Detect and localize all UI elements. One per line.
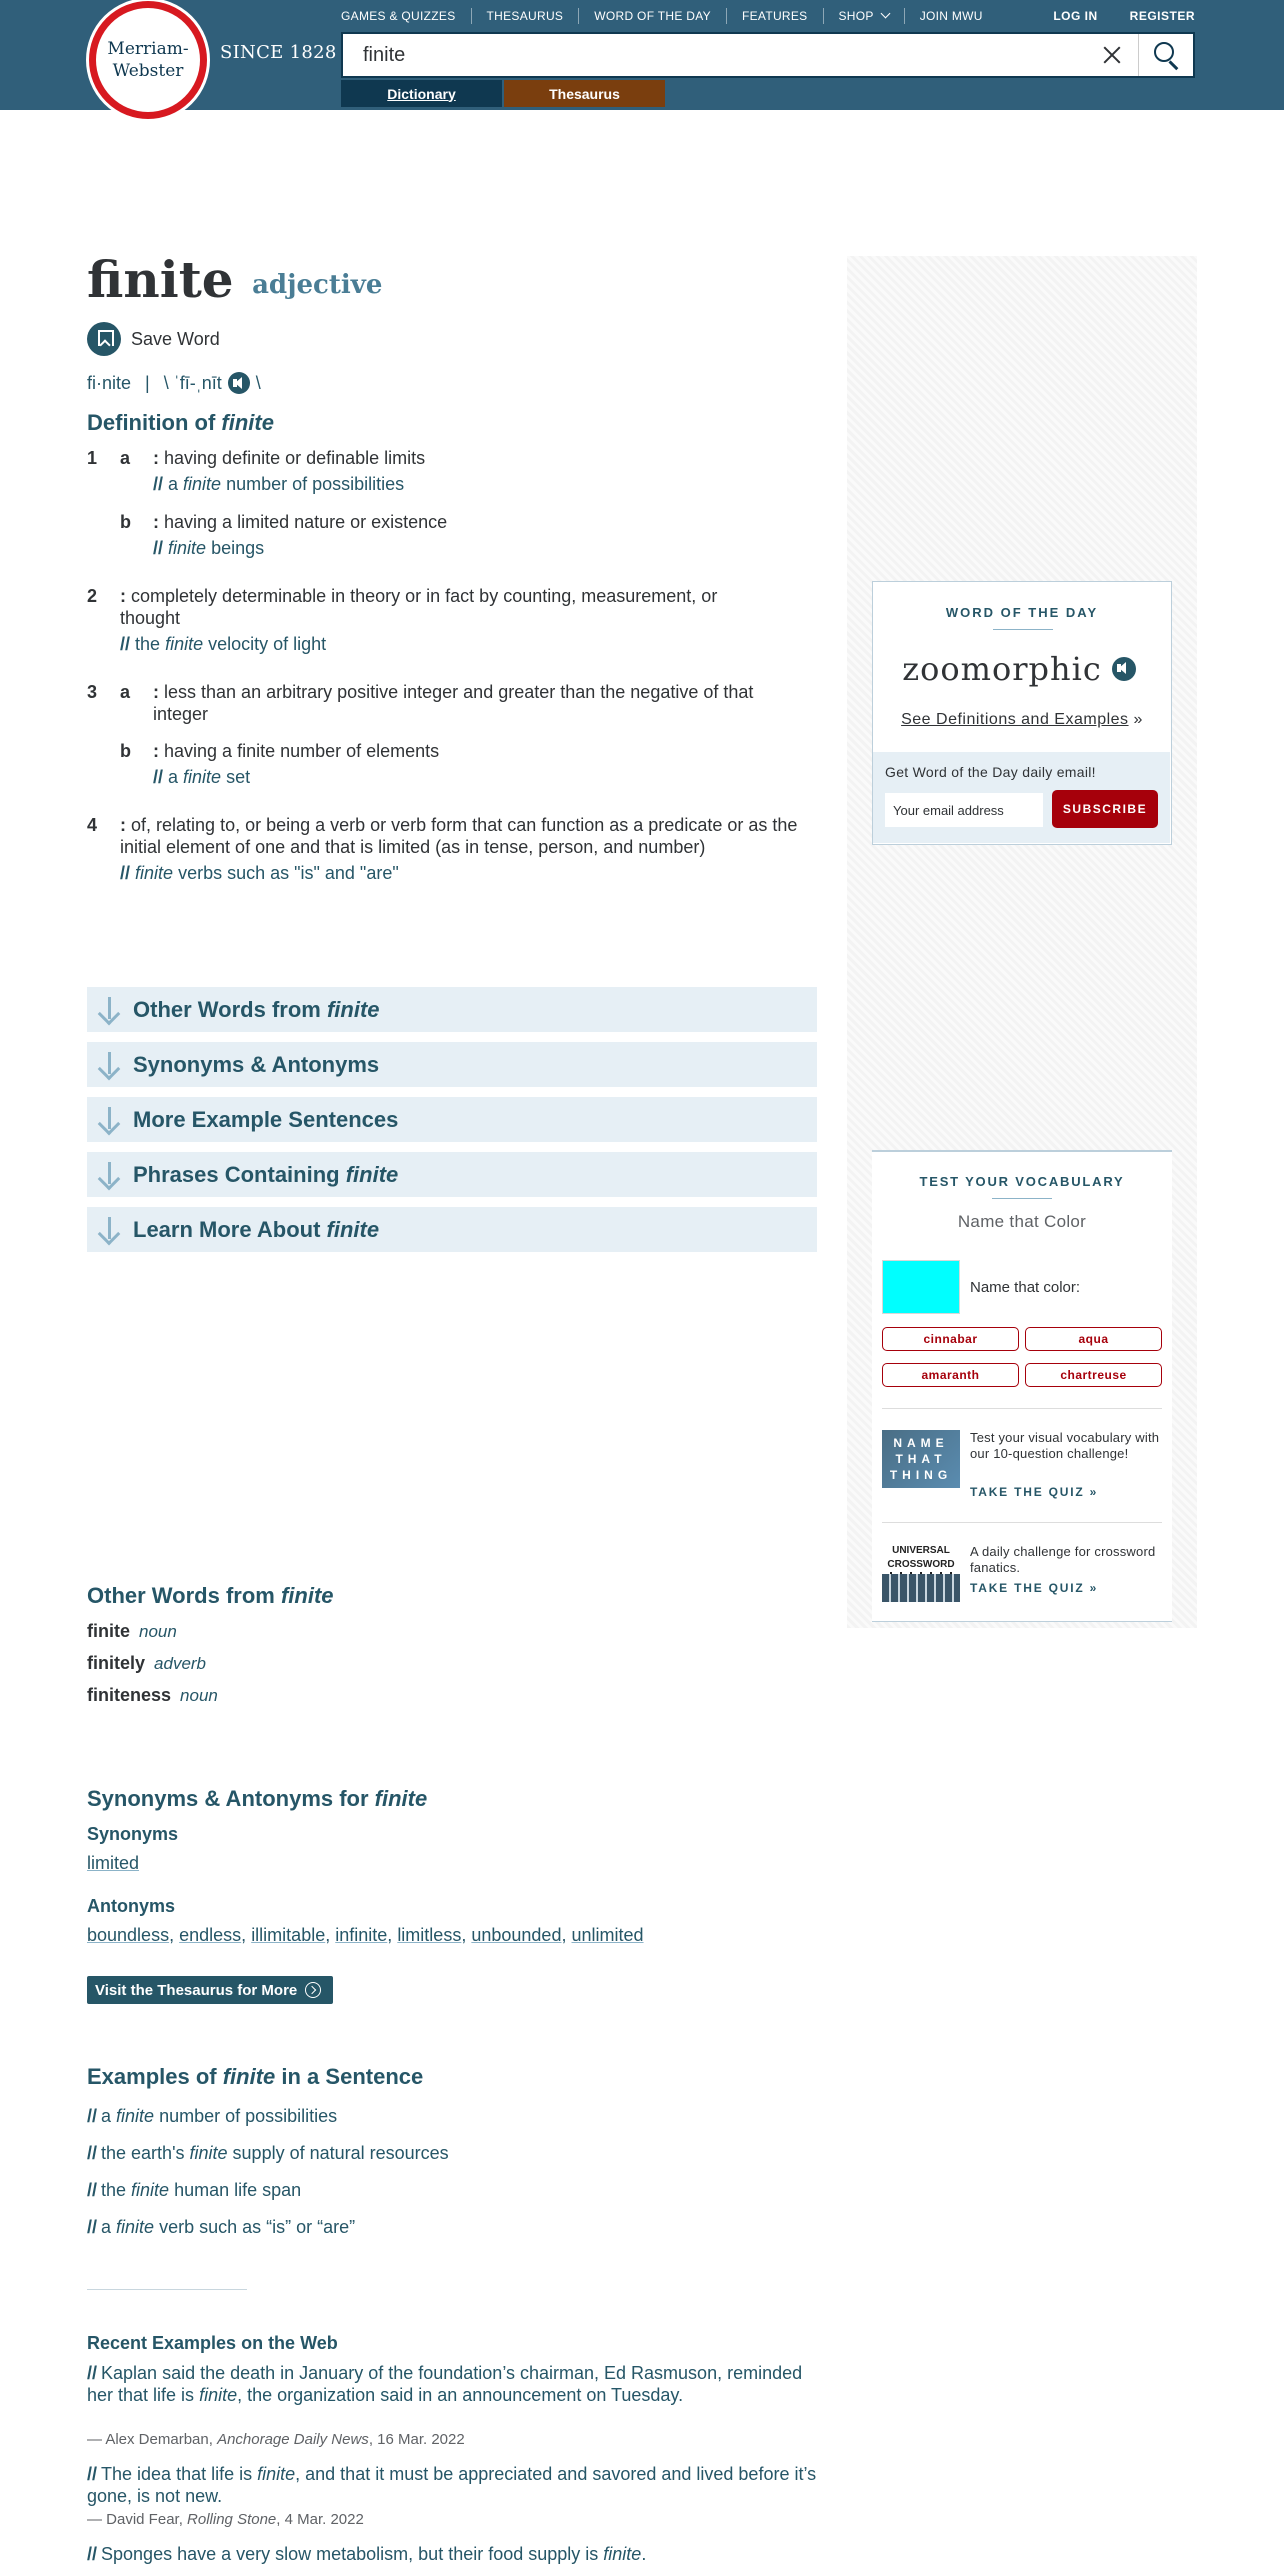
other-word-pos[interactable]: noun <box>139 1622 177 1641</box>
antonym-link[interactable]: limitless <box>397 1925 462 1945</box>
sense-colon: : <box>153 682 159 702</box>
sense-body <box>153 511 817 559</box>
example-text-a: a <box>101 2217 117 2237</box>
example-slash: // <box>153 767 164 787</box>
sense-4 <box>87 814 817 884</box>
example-slash: // <box>87 2180 98 2200</box>
example-text-b: , the organization said in an announcement on Tuesday. <box>237 2385 684 2405</box>
example-word: finite <box>131 2180 170 2200</box>
quiz-divider <box>882 1408 1162 1409</box>
nav-shop[interactable] <box>823 8 904 24</box>
sense-letter: a <box>120 448 131 468</box>
logo-line-2: Webster <box>112 61 184 81</box>
sense-body <box>153 447 817 495</box>
crossword-image[interactable] <box>882 1544 960 1602</box>
other-word-pos[interactable]: adverb <box>154 1654 207 1673</box>
title-prefix: Examples of <box>87 2064 223 2089</box>
sense-text: less than an arbitrary positive integer and greater than the negative of that integer <box>153 682 754 724</box>
raquo: » <box>1133 711 1143 728</box>
crossword-title <box>882 1544 960 1574</box>
example-text-b: number of possibilities <box>221 474 405 494</box>
wod-link-row <box>873 711 1171 729</box>
sense-example <box>153 473 817 495</box>
def-title-word: finite <box>221 410 274 435</box>
accordion-label: More Example Sentences <box>133 1106 399 1132</box>
speaker-icon[interactable] <box>228 372 250 394</box>
example-word: finite <box>603 2544 642 2564</box>
wod-word[interactable]: zoomorphic <box>902 650 1102 688</box>
other-words-title <box>87 1583 334 1609</box>
example-word: finite <box>116 2217 155 2237</box>
citation-author: — Alex Demarban, <box>87 2431 218 2448</box>
sense-text: having a limited nature or existence <box>164 512 448 532</box>
accordion-word: finite <box>345 1161 399 1187</box>
definition-title <box>87 410 817 436</box>
recent-example <box>87 2543 817 2565</box>
sense-3a <box>87 681 817 725</box>
example-text-b: . <box>641 2544 647 2564</box>
sense-3b <box>87 740 817 788</box>
sense-number: 1 <box>87 448 98 468</box>
double-chevron-icon: » <box>1089 1581 1099 1595</box>
example-text-b: set <box>221 767 251 787</box>
title-prefix: Synonyms & Antonyms for <box>87 1786 375 1811</box>
comma: , <box>241 1925 247 1945</box>
example-word: finite <box>183 474 222 494</box>
synonyms-title <box>87 1786 427 1812</box>
quiz-divider <box>992 1198 1052 1199</box>
since-1828: SINCE 1828 <box>220 42 337 63</box>
example-slash: // <box>87 2143 98 2163</box>
example-text-b: velocity of light <box>203 634 327 654</box>
sense-body <box>120 814 800 884</box>
example-text-a: a <box>168 474 184 494</box>
sense-letter: b <box>120 512 131 532</box>
entry-main <box>87 250 817 436</box>
sense-text: having a finite number of elements <box>164 741 440 761</box>
name-that-thing-image[interactable]: NAME THAT THING <box>882 1430 960 1488</box>
example-text-b: human life span <box>169 2180 302 2200</box>
antonym-link[interactable]: boundless <box>87 1925 170 1945</box>
nav-games-quizzes[interactable]: GAMES & QUIZZES <box>341 9 456 23</box>
pron-separator: | <box>145 372 150 393</box>
citation-author: — David Fear, <box>87 2511 188 2528</box>
example-word: finite <box>116 2106 155 2126</box>
arrow-down-icon <box>99 997 119 1023</box>
accordion-phrases[interactable] <box>87 1152 817 1197</box>
example-text-b: number of possibilities <box>154 2106 338 2126</box>
antonym-link[interactable]: unbounded <box>471 1925 562 1945</box>
syllables: fi·nite <box>87 372 132 393</box>
antonyms-label: Antonyms <box>87 1896 176 1916</box>
quiz-option-button[interactable]: chartreuse <box>1025 1363 1162 1387</box>
accordion-other-words[interactable] <box>87 987 817 1032</box>
headword: finite <box>87 250 234 309</box>
entry-header <box>87 250 817 310</box>
search-bar <box>341 32 1195 78</box>
subscribe-button[interactable]: SUBSCRIBE <box>1052 790 1158 828</box>
divider <box>87 2289 247 2290</box>
arrow-down-icon <box>99 1052 119 1078</box>
title-word: finite <box>280 1583 334 1608</box>
recent-examples-title: Recent Examples on the Web <box>87 2333 338 2353</box>
login-link[interactable]: LOG IN <box>1053 9 1098 23</box>
quiz-option-button[interactable]: amaranth <box>882 1363 1019 1387</box>
examples-title <box>87 2064 423 2090</box>
wod-label: WORD OF THE DAY <box>945 605 1099 620</box>
other-word: finiteness <box>87 1685 172 1705</box>
sense-example <box>120 862 800 884</box>
antonym-link[interactable]: unlimited <box>571 1925 644 1945</box>
sense-letter: a <box>120 682 131 702</box>
example-word: finite <box>168 538 207 558</box>
color-swatch <box>882 1260 960 1314</box>
antonym-link[interactable]: endless <box>179 1925 242 1945</box>
sense-colon: : <box>153 512 159 532</box>
quiz-prompt: Name that color: <box>970 1279 1081 1296</box>
accordion-word: finite <box>326 996 380 1022</box>
title-word: finite <box>222 2064 276 2089</box>
sense-number: 3 <box>87 682 98 702</box>
accordion-label: Synonyms & Antonyms <box>133 1051 380 1077</box>
tab-thesaurus[interactable]: Thesaurus <box>504 80 665 107</box>
email-field[interactable] <box>885 793 1043 827</box>
wod-word-row <box>873 650 1171 688</box>
close-icon[interactable] <box>1101 44 1123 66</box>
merriam-webster-logo[interactable] <box>86 0 210 122</box>
accordion-word: finite <box>326 1216 380 1242</box>
example-slash: // <box>87 2544 98 2564</box>
example-text-b: beings <box>206 538 265 558</box>
arrow-down-icon <box>99 1107 119 1133</box>
bookmark-icon <box>87 322 121 356</box>
accordion-label: Other Words from <box>133 996 321 1022</box>
nav-thesaurus[interactable]: THESAURUS <box>471 8 579 24</box>
search-button[interactable] <box>1138 34 1193 76</box>
comma: , <box>169 1925 175 1945</box>
example-sentence <box>87 2106 337 2127</box>
wod-divider <box>993 629 1053 630</box>
recent-example <box>87 2362 817 2406</box>
example-text-b: , and that it must be appreciated and savored and lived before it’s gone, is not new. <box>87 2464 817 2506</box>
take-quiz-label: TAKE THE QUIZ <box>970 1485 1085 1499</box>
example-slash: // <box>120 863 131 883</box>
example-sentence <box>87 2180 301 2201</box>
nav-shop-label: SHOP <box>838 9 874 23</box>
sense-1a <box>87 447 817 495</box>
example-slash: // <box>87 2363 98 2383</box>
speaker-icon[interactable] <box>1112 657 1136 681</box>
sense-text: having definite or definable limits <box>164 448 426 468</box>
example-slash: // <box>153 474 164 494</box>
quiz-option-button[interactable]: aqua <box>1025 1327 1162 1351</box>
search-icon-handle <box>1168 61 1178 71</box>
logo-inner <box>96 8 200 112</box>
def-title-prefix: Definition of <box>87 410 222 435</box>
take-quiz-label: TAKE THE QUIZ <box>970 1581 1085 1595</box>
example-text-a: the <box>101 2180 132 2200</box>
sense-colon: : <box>120 586 126 606</box>
site-header <box>0 0 1284 110</box>
accordion-synonyms[interactable] <box>87 1042 817 1087</box>
quiz-option-button[interactable]: cinnabar <box>882 1327 1019 1351</box>
citation-date: , 16 Mar. 2022 <box>368 2431 465 2448</box>
circle-arrow-icon <box>305 1982 321 1998</box>
accordion-examples[interactable] <box>87 1097 817 1142</box>
sense-number: 2 <box>87 586 98 606</box>
sense-example <box>120 633 780 655</box>
example-word: finite <box>165 634 204 654</box>
nav-join-mwu[interactable]: JOIN MWU <box>904 8 998 24</box>
nav-features[interactable]: FEATURES <box>726 8 823 24</box>
citation-date: , 4 Mar. 2022 <box>276 2511 364 2528</box>
part-of-speech[interactable]: adjective <box>252 270 383 300</box>
crossword-title-a: UNIVERSAL <box>882 1544 960 1558</box>
word-of-the-day-widget <box>872 581 1172 845</box>
other-word-row <box>87 1653 206 1674</box>
sense-2 <box>87 585 817 655</box>
sense-body <box>120 585 780 655</box>
sense-body <box>153 740 817 788</box>
example-slash: // <box>87 2106 98 2126</box>
accordion-label: Phrases Containing <box>133 1161 340 1187</box>
promo-text: A daily challenge for crossword fanatics. <box>970 1544 1156 1575</box>
synonym-link[interactable]: limited <box>87 1853 140 1873</box>
search-icon <box>1154 42 1174 62</box>
example-word: finite <box>135 863 174 883</box>
example-sentence <box>87 2143 449 2164</box>
quiz-divider <box>882 1522 1162 1523</box>
citation-publication: Anchorage Daily News <box>217 2431 369 2448</box>
other-word-pos[interactable]: noun <box>180 1686 218 1705</box>
double-chevron-icon: » <box>1089 1485 1099 1499</box>
wod-email-signup <box>873 752 1170 843</box>
pronunciation <box>87 372 817 394</box>
take-quiz-link[interactable] <box>970 1485 1098 1499</box>
nav-word-of-the-day[interactable]: WORD OF THE DAY <box>578 8 726 24</box>
sense-text: completely determinable in theory or in fact by counting, measurement, or thought <box>120 586 718 628</box>
auth-links <box>1021 8 1195 24</box>
sense-body <box>153 681 813 725</box>
other-word-row <box>87 1685 218 1706</box>
chevron-down-icon <box>880 9 890 19</box>
pron-text: \ ˈfī-ˌnīt <box>163 372 222 393</box>
example-text-b: verb such as “is” or “are” <box>154 2217 356 2237</box>
vocabulary-quiz-widget <box>872 1150 1172 1622</box>
comma: , <box>461 1925 467 1945</box>
example-text-a: the earth's <box>101 2143 190 2163</box>
example-text-a: a <box>101 2106 117 2126</box>
accordion-learn-more[interactable] <box>87 1207 817 1252</box>
antonym-link[interactable]: infinite <box>335 1925 388 1945</box>
quiz-title: Name that Color <box>957 1212 1087 1231</box>
example-text-a: Kaplan said the death in January of the foundation’s chairman, Ed Rasmuson, reminded her that life is <box>87 2363 803 2405</box>
save-word-label: Save Word <box>131 328 220 349</box>
sense-letter: b <box>120 741 131 761</box>
example-sentence <box>87 2217 355 2238</box>
example-word: finite <box>257 2464 296 2484</box>
synonyms-label: Synonyms <box>87 1824 179 1844</box>
example-text-a: the <box>135 634 166 654</box>
comma: , <box>387 1925 393 1945</box>
title-suffix: in a Sentence <box>275 2064 424 2089</box>
other-word: finitely <box>87 1653 146 1673</box>
example-slash: // <box>87 2464 98 2484</box>
promo-text: Test your visual vocabulary with our 10-question challenge! <box>970 1430 1160 1461</box>
example-text-a: The idea that life is <box>101 2464 258 2484</box>
synonym-list <box>87 1853 139 1874</box>
crossword-title-b: CROSSWORD <box>882 1558 960 1572</box>
example-text-a: a <box>168 767 184 787</box>
citation <box>87 2431 465 2448</box>
search-tabs <box>341 80 665 107</box>
logo-line-1: Merriam- <box>107 39 189 59</box>
arrow-down-icon <box>99 1217 119 1243</box>
sense-number: 4 <box>87 815 98 835</box>
example-text-b: supply of natural resources <box>227 2143 449 2163</box>
sense-1b <box>87 511 817 559</box>
example-slash: // <box>87 2217 98 2237</box>
arrow-down-icon <box>99 1162 119 1188</box>
example-text-a: Sponges have a very slow metabolism, but their food supply is <box>101 2544 604 2564</box>
visit-thesaurus-label: Visit the Thesaurus for More <box>95 1981 298 1999</box>
wod-email-label: Get Word of the Day daily email! <box>885 764 1096 780</box>
search-input[interactable] <box>343 34 1103 76</box>
example-slash: // <box>120 634 131 654</box>
sense-text: of, relating to, or being a verb or verb form that can function as a predicate or as the initial element of one and that is limited (as in tense, person, and number) <box>120 815 798 857</box>
take-quiz-link[interactable] <box>970 1581 1098 1595</box>
other-word-row <box>87 1621 177 1642</box>
example-word: finite <box>189 2143 228 2163</box>
example-word: finite <box>199 2385 238 2405</box>
pron-close: \ <box>255 372 261 393</box>
example-text-b: verbs such as "is" and "are" <box>173 863 399 883</box>
tab-dictionary[interactable]: Dictionary <box>341 80 502 107</box>
save-word-button[interactable] <box>87 322 817 356</box>
example-word: finite <box>183 767 222 787</box>
accordion-label: Learn More About <box>133 1216 321 1242</box>
recent-example <box>87 2463 817 2507</box>
title-word: finite <box>374 1786 428 1811</box>
title-prefix: Other Words from <box>87 1583 281 1608</box>
citation <box>87 2511 364 2528</box>
antonym-list <box>87 1925 644 1946</box>
citation-publication: Rolling Stone <box>187 2511 277 2528</box>
visit-thesaurus-button[interactable] <box>87 1976 333 2004</box>
comma: , <box>325 1925 331 1945</box>
wod-definitions-link[interactable]: See Definitions and Examples <box>901 711 1129 728</box>
top-nav <box>341 8 998 24</box>
sense-example <box>153 766 817 788</box>
comma: , <box>561 1925 567 1945</box>
antonym-link[interactable]: illimitable <box>251 1925 326 1945</box>
quiz-label: TEST YOUR VOCABULARY <box>919 1174 1125 1189</box>
register-link[interactable]: REGISTER <box>1129 9 1195 23</box>
other-word: finite <box>87 1621 130 1641</box>
sense-colon: : <box>120 815 126 835</box>
sense-example <box>153 537 817 559</box>
example-slash: // <box>153 538 164 558</box>
sense-colon: : <box>153 741 159 761</box>
sense-colon: : <box>153 448 159 468</box>
